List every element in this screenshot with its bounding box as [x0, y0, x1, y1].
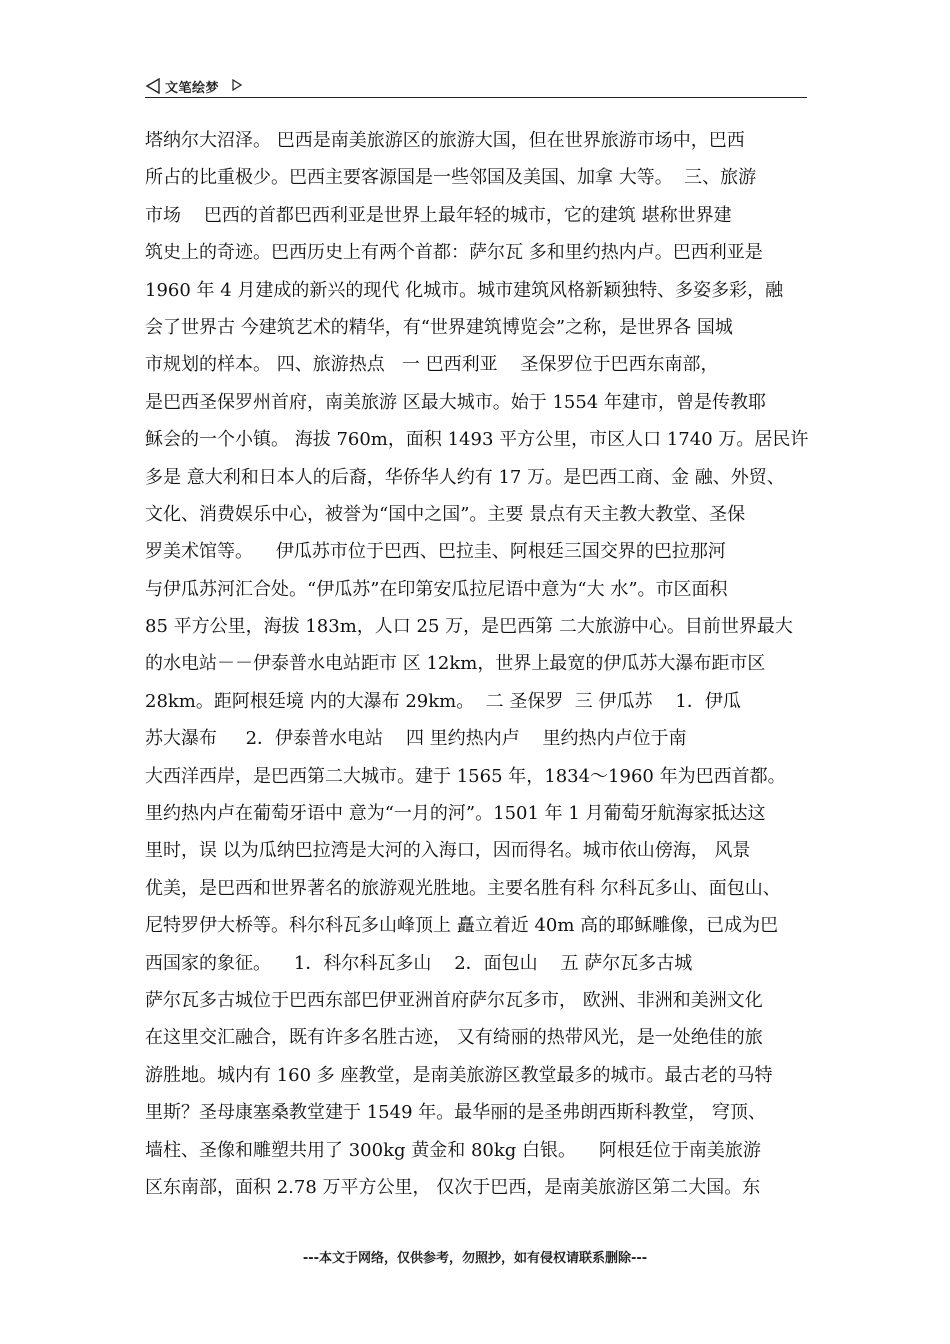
- header-brand: 文笔绘梦: [165, 81, 220, 96]
- body-line: 区东南部，面积 2.78 万平方公里， 仅次于巴西，是南美旅游区第二大国。东: [145, 1176, 761, 1198]
- body-line: 与伊瓜苏河汇合处。“伊瓜苏”在印第安瓜拉尼语中意为“大 水”。市区面积: [145, 578, 728, 600]
- body-line: 在这里交汇融合，既有许多名胜古迹， 又有绮丽的热带风光，是一处绝佳的旅: [145, 1027, 763, 1049]
- triangle-right-outline-icon: [232, 79, 242, 91]
- body-line: 里斯？圣母康塞桑教堂建于 1549 年。最华丽的是圣弗朗西斯科教堂， 穹顶、: [145, 1102, 766, 1124]
- body-line: 优美，是巴西和世界著名的旅游观光胜地。主要名胜有科 尔科瓦多山、面包山、: [145, 877, 781, 899]
- body-line: 28km。距阿根廷境 内的大瀑布 29km。 二 圣保罗 三 伊瓜苏 1．伊瓜: [145, 690, 741, 712]
- body-line: 里时，误 以为瓜纳巴拉湾是大河的入海口，因而得名。城市依山傍海， 风景: [145, 840, 751, 862]
- body-line: 里约热内卢在葡萄牙语中 意为“一月的河”。1501 年 1 月葡萄牙航海家抵达这: [145, 803, 766, 825]
- body-line: 多是 意大利和日本人的后裔，华侨华人约有 17 万。是巴西工商、金 融、外贸、: [145, 466, 785, 488]
- body-line: 稣会的一个小镇。 海拔 760m，面积 1493 平方公里，市区人口 1740 万。居民许: [145, 429, 809, 451]
- body-line: 筑史上的奇迹。巴西历史上有两个首都：萨尔瓦 多和里约热内卢。巴西利亚是: [145, 242, 763, 264]
- body-line: 会了世界古 今建筑艺术的精华，有“世界建筑博览会”之称，是世界各 国城: [145, 316, 733, 338]
- body-line: 西国家的象征。 1．科尔科瓦多山 2．面包山 五 萨尔瓦多古城: [145, 952, 693, 974]
- page-header: [145, 74, 807, 98]
- body-line: 塔纳尔大沼泽。 巴西是南美旅游区的旅游大国，但在世界旅游市场中，巴西: [145, 130, 745, 151]
- body-line: 1960 年 4 月建成的新兴的现代 化城市。城市建筑风格新颖独特、多姿多彩，融: [145, 279, 784, 301]
- body-line: 市场 巴西的首都巴西利亚是世界上最年轻的城市，它的建筑 堪称世界建: [145, 204, 732, 226]
- body-line: 85 平方公里，海拔 183m，人口 25 万，是巴西第 二大旅游中心。目前世界最大: [145, 616, 793, 638]
- body-line: 墙柱、圣像和雕塑共用了 300kg 黄金和 80kg 白银。 阿根廷位于南美旅游: [145, 1139, 761, 1161]
- header-divider: [145, 97, 807, 98]
- body-line: 苏大瀑布 2．伊泰普水电站 四 里约热内卢 里约热内卢位于南: [145, 728, 687, 750]
- body-line: 的水电站－－伊泰普水电站距市 区 12km，世界上最宽的伊瓜苏大瀑布距市区: [145, 653, 766, 675]
- body-line: 尼特罗伊大桥等。科尔科瓦多山峰顶上 矗立着近 40m 高的耶稣雕像，已成为巴: [145, 915, 779, 937]
- body-line: 大西洋西岸，是巴西第二大城市。建于 1565 年，1834～1960 年为巴西首都。: [145, 765, 786, 787]
- body-line: 所占的比重极少。巴西主要客源国是一些邻国及美国、加拿 大等。 三、旅游: [145, 167, 757, 189]
- footer-disclaimer: ---本文于网络，仅供参考，勿照抄，如有侵权请联系删除---: [302, 1251, 648, 1266]
- body-line: 市规划的样本。 四、旅游热点 一 巴西利亚 圣保罗位于巴西东南部，: [145, 354, 719, 376]
- body-line: 文化、消费娱乐中心，被誉为“国中之国”。主要 景点有天主教大教堂、圣保: [145, 503, 746, 525]
- body-line: 游胜地。城内有 160 多 座教堂，是南美旅游区教堂最多的城市。最古老的马特: [145, 1064, 773, 1086]
- triangle-left-outline-icon: [145, 78, 161, 94]
- body-text: [145, 122, 809, 1206]
- body-line: 萨尔瓦多古城位于巴西东部巴伊亚洲首府萨尔瓦多市， 欧洲、非洲和美洲文化: [145, 989, 763, 1011]
- body-line: 罗美术馆等。 伊瓜苏市位于巴西、巴拉圭、阿根廷三国交界的巴拉那河: [145, 541, 726, 563]
- body-line: 是巴西圣保罗州首府，南美旅游 区最大城市。始于 1554 年建市，曾是传教耶: [145, 391, 766, 413]
